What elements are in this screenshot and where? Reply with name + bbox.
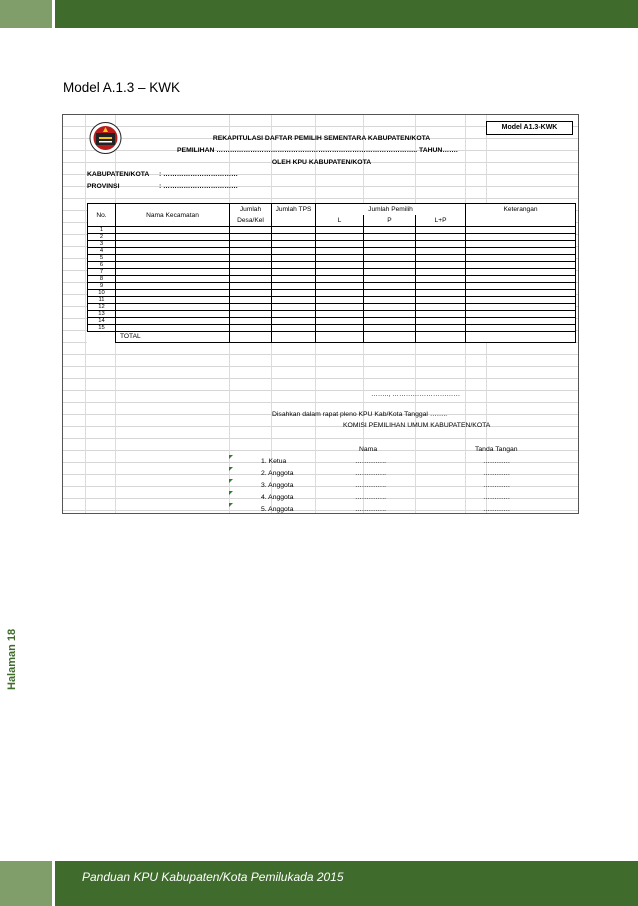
approval-line: Disahkan dalam rapat pleno KPU Kab/Kota Tanggal …….. bbox=[272, 411, 448, 418]
row-number: 2 bbox=[88, 234, 116, 241]
member-row bbox=[63, 467, 578, 479]
cell-comment-marker-icon bbox=[229, 503, 233, 507]
page-number-label bbox=[6, 606, 22, 690]
col-header-keterangan: Keterangan bbox=[466, 204, 576, 227]
sign-col-name: Nama bbox=[359, 446, 378, 453]
row-number: 13 bbox=[88, 311, 116, 318]
member-role: 2. Anggota bbox=[261, 470, 294, 477]
member-role: 3. Anggota bbox=[261, 482, 294, 489]
table-row bbox=[88, 283, 576, 290]
total-label: TOTAL bbox=[116, 332, 230, 343]
cell-comment-marker-icon bbox=[229, 467, 233, 471]
cell-comment-marker-icon bbox=[229, 455, 233, 459]
cell-comment-marker-icon bbox=[229, 479, 233, 483]
provinsi-label: PROVINSI bbox=[87, 183, 120, 190]
member-name-line: ………….. bbox=[355, 470, 386, 477]
sheet-column-line bbox=[85, 115, 86, 513]
row-number: 6 bbox=[88, 262, 116, 269]
row-number: 10 bbox=[88, 290, 116, 297]
member-sign-line: ………… bbox=[483, 506, 511, 513]
row-number: 1 bbox=[88, 227, 116, 234]
row-number: 15 bbox=[88, 325, 116, 332]
date-line: …….., ………………………… bbox=[371, 391, 461, 398]
footer-text: Panduan KPU Kabupaten/Kota Pemilukada 2015 bbox=[82, 870, 344, 884]
footer-accent-block bbox=[0, 861, 52, 906]
table-row bbox=[88, 297, 576, 304]
member-role: 4. Anggota bbox=[261, 494, 294, 501]
member-row bbox=[63, 479, 578, 491]
table-row bbox=[88, 255, 576, 262]
col-header-no: No. bbox=[88, 204, 116, 227]
page-heading: Model A.1.3 – KWK bbox=[63, 80, 181, 95]
member-row bbox=[63, 503, 578, 515]
row-number: 14 bbox=[88, 318, 116, 325]
sign-col-signature: Tanda Tangan bbox=[475, 446, 518, 453]
form-sheet bbox=[62, 114, 579, 514]
member-role: 5. Anggota bbox=[261, 506, 294, 513]
member-sign-line: ………… bbox=[483, 458, 511, 465]
table-row bbox=[88, 311, 576, 318]
col-header-jumlah: Jumlah bbox=[230, 204, 272, 216]
table-row bbox=[88, 241, 576, 248]
row-number: 7 bbox=[88, 269, 116, 276]
col-header-lp: L+P bbox=[416, 215, 466, 227]
form-title: REKAPITULASI DAFTAR PEMILIH SEMENTARA KABUPATEN/KOTA bbox=[212, 135, 431, 142]
kabupaten-value: : …………………………… bbox=[159, 171, 238, 178]
member-sign-line: ………… bbox=[483, 494, 511, 501]
member-row bbox=[63, 491, 578, 503]
header-bar bbox=[55, 0, 638, 28]
provinsi-value: : …………………………… bbox=[159, 183, 238, 190]
col-header-desa: Desa/Kel bbox=[230, 215, 272, 227]
row-number: 8 bbox=[88, 276, 116, 283]
cell-comment-marker-icon bbox=[229, 491, 233, 495]
page-number-text: Halaman 18 bbox=[6, 628, 18, 690]
table-row bbox=[88, 227, 576, 234]
table-row bbox=[88, 318, 576, 325]
member-sign-line: ………… bbox=[483, 470, 511, 477]
form-subtitle: OLEH KPU KABUPATEN/KOTA bbox=[271, 159, 372, 166]
member-sign-line: ………… bbox=[483, 482, 511, 489]
form-code-badge: Model A1.3-KWK bbox=[486, 121, 573, 135]
member-name-line: ………….. bbox=[355, 494, 386, 501]
recap-table bbox=[87, 203, 576, 343]
table-row bbox=[88, 269, 576, 276]
table-row bbox=[88, 248, 576, 255]
member-name-line: ………….. bbox=[355, 506, 386, 513]
table-row bbox=[88, 325, 576, 332]
member-name-line: ………….. bbox=[355, 482, 386, 489]
row-number: 9 bbox=[88, 283, 116, 290]
commission-line: KOMISI PEMILIHAN UMUM KABUPATEN/KOTA bbox=[343, 422, 491, 429]
member-row bbox=[63, 455, 578, 467]
col-header-l: L bbox=[316, 215, 364, 227]
col-header-kecamatan: Nama Kecamatan bbox=[116, 204, 230, 227]
form-election-line: PEMILIHAN …………………………………………………………………………….. TAHUN……. bbox=[177, 147, 458, 154]
row-number: 4 bbox=[88, 248, 116, 255]
member-role: 1. Ketua bbox=[261, 458, 287, 465]
row-number: 11 bbox=[88, 297, 116, 304]
col-header-p: P bbox=[364, 215, 416, 227]
table-row bbox=[88, 290, 576, 297]
member-name-line: ………….. bbox=[355, 458, 386, 465]
table-row bbox=[88, 234, 576, 241]
col-header-pemilih: Jumlah Pemilih bbox=[316, 204, 466, 216]
row-number: 3 bbox=[88, 241, 116, 248]
row-number: 5 bbox=[88, 255, 116, 262]
table-row bbox=[88, 262, 576, 269]
col-header-tps: Jumlah TPS bbox=[272, 204, 316, 227]
table-row bbox=[88, 304, 576, 311]
kabupaten-label: KABUPATEN/KOTA bbox=[87, 171, 150, 178]
table-row bbox=[88, 276, 576, 283]
header-accent-block bbox=[0, 0, 52, 28]
row-number: 12 bbox=[88, 304, 116, 311]
total-row bbox=[88, 332, 576, 343]
